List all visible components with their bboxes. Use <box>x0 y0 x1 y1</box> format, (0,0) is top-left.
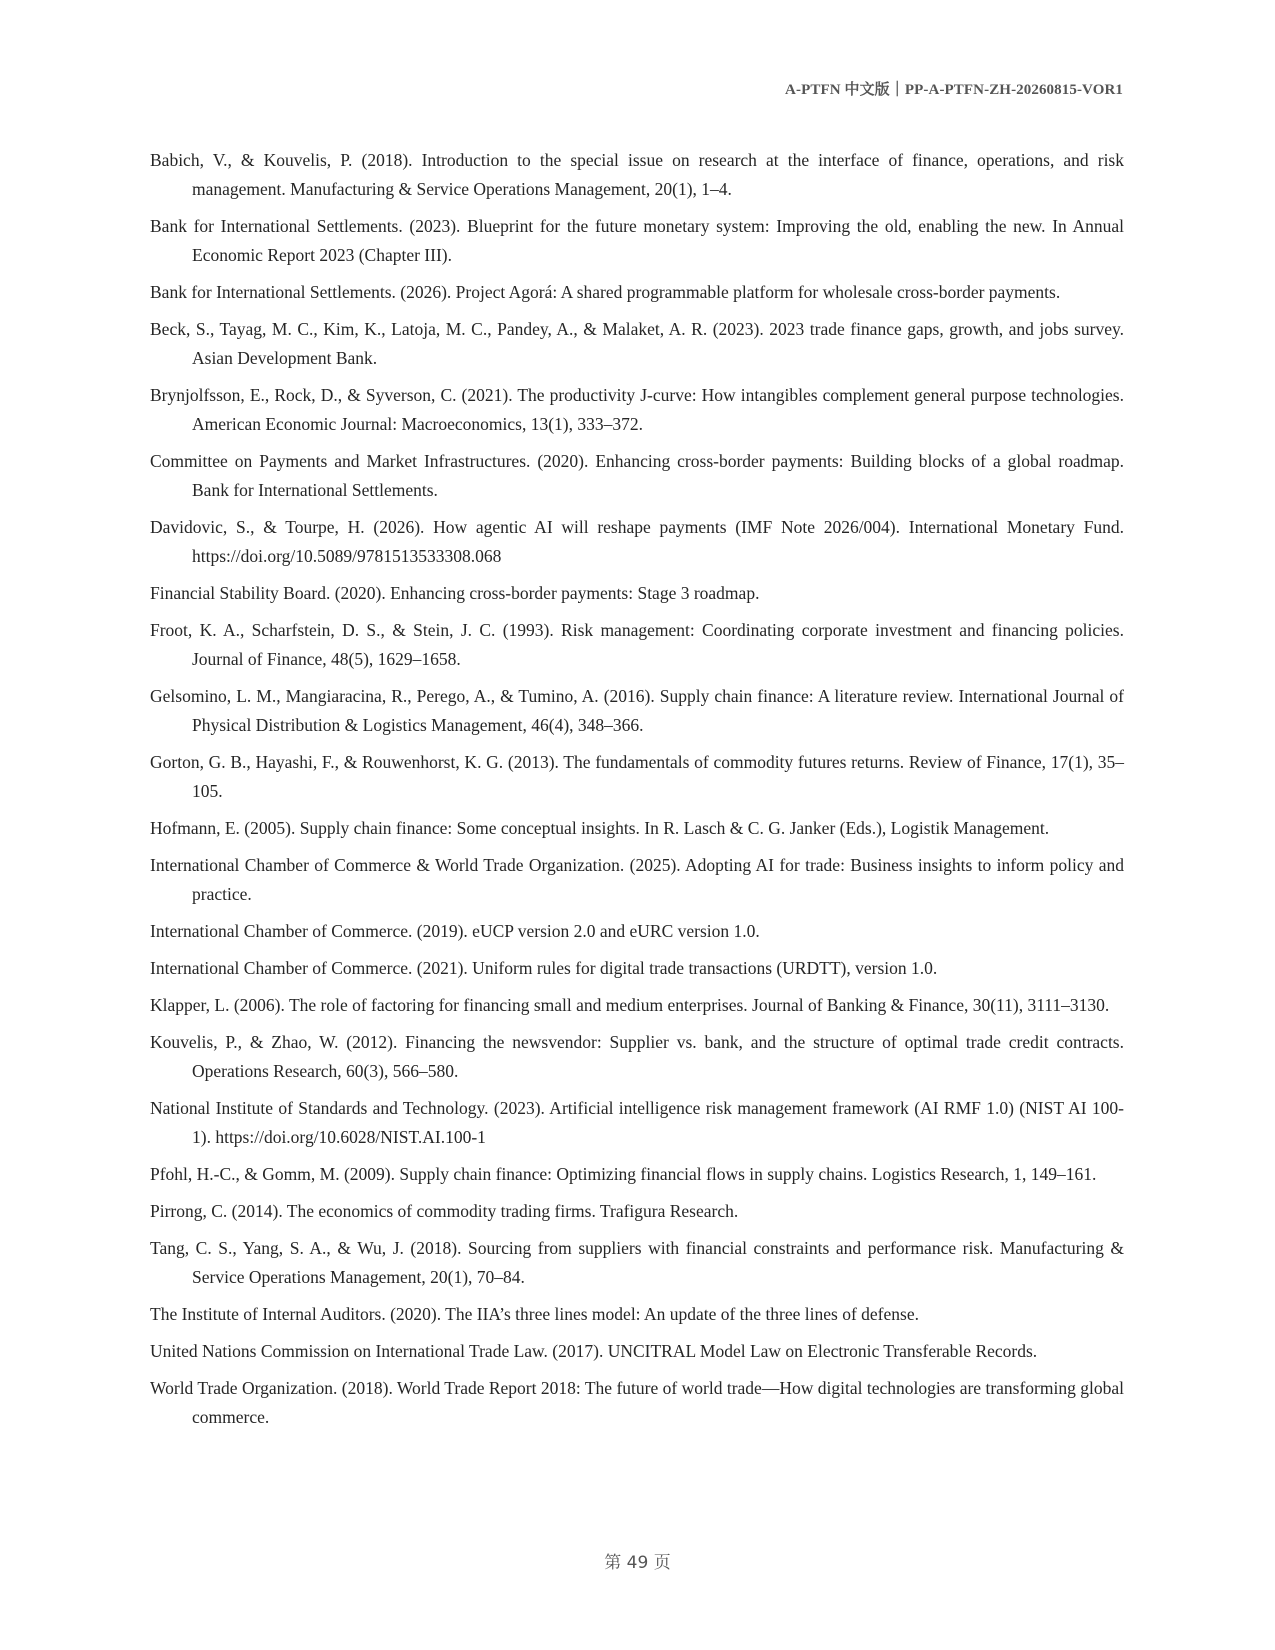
reference-entry: International Chamber of Commerce. (2019). eUCP version 2.0 and eURC version 1.0. <box>150 921 760 941</box>
reference-entry: Brynjolfsson, E., Rock, D., & Syverson, C. (2021). The productivity J-curve: How intangibles complement general purpose technologies. American Economic Journal: Macroeconomics, 13(1), 333–372. <box>150 385 1124 434</box>
reference-entry: National Institute of Standards and Technology. (2023). Artificial intelligence risk management framework (AI RMF 1.0) (NIST AI 100-1). https://doi.org/10.6028/NIST.AI.100-1 <box>150 1098 1124 1147</box>
reference-entry: World Trade Organization. (2018). World Trade Report 2018: The future of world trade—How digital technologies are transforming global commerce. <box>150 1378 1124 1427</box>
reference-entry: Gelsomino, L. M., Mangiaracina, R., Perego, A., & Tumino, A. (2016). Supply chain finance: A literature review. International Journal of Physical Distribution & Logistics Management, 46(4), 348–366. <box>150 686 1124 735</box>
reference-entry: Bank for International Settlements. (2023). Blueprint for the future monetary system: Improving the old, enabling the new. In Annual Economic Report 2023 (Chapter III). <box>150 216 1124 265</box>
reference-entry: Tang, C. S., Yang, S. A., & Wu, J. (2018). Sourcing from suppliers with financial constraints and performance risk. Manufacturing & Service Operations Management, 20(1), 70–84. <box>150 1238 1124 1287</box>
reference-entry: United Nations Commission on International Trade Law. (2017). UNCITRAL Model Law on Electronic Transferable Records. <box>150 1341 1038 1361</box>
running-head: A-PTFN 中文版｜PP-A-PTFN-ZH-20260815-VOR1 <box>785 82 1123 98</box>
reference-entry: Pirrong, C. (2014). The economics of commodity trading firms. Trafigura Research. <box>150 1201 739 1221</box>
reference-entry: Gorton, G. B., Hayashi, F., & Rouwenhorst, K. G. (2013). The fundamentals of commodity futures returns. Review of Finance, 17(1), 35–105. <box>150 752 1124 801</box>
reference-entry: International Chamber of Commerce & World Trade Organization. (2025). Adopting AI for trade: Business insights to inform policy and practice. <box>150 855 1124 904</box>
reference-entry: Financial Stability Board. (2020). Enhancing cross-border payments: Stage 3 roadmap. <box>150 583 760 603</box>
reference-entry: Committee on Payments and Market Infrastructures. (2020). Enhancing cross-border payments: Building blocks of a global roadmap. Bank for International Settlements. <box>150 451 1124 500</box>
reference-list <box>150 146 1124 1440</box>
reference-entry: Hofmann, E. (2005). Supply chain finance: Some conceptual insights. In R. Lasch & C. G. Janker (Eds.), Logistik Management. <box>150 818 1050 838</box>
reference-entry: International Chamber of Commerce. (2021). Uniform rules for digital trade transactions (URDTT), version 1.0. <box>150 958 938 978</box>
reference-entry: Bank for International Settlements. (2026). Project Agorá: A shared programmable platform for wholesale cross-border payments. <box>150 282 1061 302</box>
reference-entry: Davidovic, S., & Tourpe, H. (2026). How agentic AI will reshape payments (IMF Note 2026/004). International Monetary Fund. https://doi.org/10.5089/9781513533308.068 <box>150 517 1124 566</box>
reference-entry: Pfohl, H.-C., & Gomm, M. (2009). Supply chain finance: Optimizing financial flows in supply chains. Logistics Research, 1, 149–161. <box>150 1164 1097 1184</box>
reference-entry: Beck, S., Tayag, M. C., Kim, K., Latoja, M. C., Pandey, A., & Malaket, A. R. (2023). 2023 trade finance gaps, growth, and jobs survey. Asian Development Bank. <box>150 319 1124 368</box>
reference-entry: Babich, V., & Kouvelis, P. (2018). Introduction to the special issue on research at the interface of finance, operations, and risk management. Manufacturing & Service Operations Management, 20(1), 1–4. <box>150 150 1124 199</box>
reference-entry: Froot, K. A., Scharfstein, D. S., & Stein, J. C. (1993). Risk management: Coordinating corporate investment and financing policies. Journal of Finance, 48(5), 1629–1658. <box>150 620 1124 669</box>
reference-entry: Kouvelis, P., & Zhao, W. (2012). Financing the newsvendor: Supplier vs. bank, and the structure of optimal trade credit contracts. Operations Research, 60(3), 566–580. <box>150 1032 1124 1081</box>
page-number: 第 49 页 <box>604 1553 671 1573</box>
reference-entry: Klapper, L. (2006). The role of factoring for financing small and medium enterprises. Journal of Banking & Finance, 30(11), 3111–3130. <box>150 995 1110 1015</box>
reference-entry: The Institute of Internal Auditors. (2020). The IIA’s three lines model: An update of the three lines of defense. <box>150 1304 919 1324</box>
